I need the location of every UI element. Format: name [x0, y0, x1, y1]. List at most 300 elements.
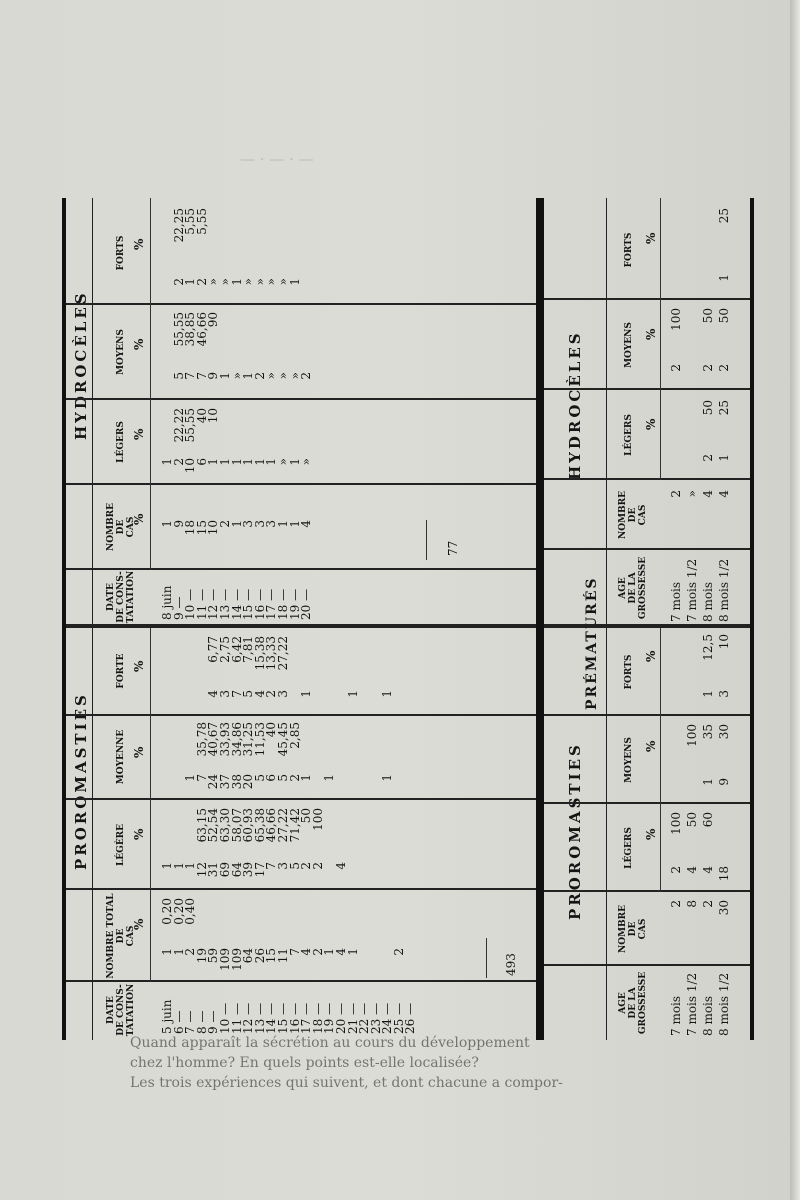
table-cell: 1 [183, 278, 198, 286]
table-cell [382, 722, 394, 772]
table-cell [359, 862, 371, 888]
col-legers-count [668, 866, 732, 890]
table-cell: 1 [241, 372, 256, 380]
vrule [544, 388, 750, 390]
table-cell: 65,38 [252, 808, 267, 843]
table-cell [278, 408, 290, 454]
table-cell: 3 [717, 690, 731, 698]
header-line: DE CONS- [116, 984, 126, 1036]
table-cell: 7 mois 1/2 [685, 972, 699, 1036]
table-cell [162, 690, 174, 714]
table-cell: 64 [241, 948, 256, 964]
table-cell: 3 [241, 520, 256, 528]
header-moyenne: MOYENNE [116, 729, 126, 785]
header-line: DE [116, 519, 126, 535]
table-cell: 6,77 [206, 636, 221, 663]
table-cell: 2 [669, 364, 683, 372]
table-cell: 9 — [206, 1010, 221, 1034]
col-moyenne-count [162, 774, 417, 798]
table-cell [174, 690, 186, 714]
table-cell [371, 862, 383, 888]
table-cell [359, 636, 371, 686]
table-cell [684, 364, 700, 388]
table-cell [668, 274, 684, 298]
bleed-through: — · — · — [240, 150, 314, 168]
table-cell: 2 [252, 372, 267, 380]
table-cell [359, 722, 371, 772]
table-cell: 1 [217, 458, 232, 466]
band-line [606, 198, 607, 1040]
col-moyenne-pct [162, 722, 417, 772]
table-cell: 24 — [380, 1002, 395, 1034]
table-cell [232, 898, 244, 942]
table-cell [243, 898, 255, 942]
table-cell [348, 808, 360, 858]
table-cell: 64 [229, 862, 244, 878]
table-cell: 37 [217, 774, 232, 790]
header-moyens-h: MOYENS [624, 322, 634, 368]
table-cell: 8 mois [701, 995, 715, 1036]
table-cell [336, 774, 348, 798]
table-cell: 46,66 [194, 312, 209, 347]
table-cell [405, 808, 417, 858]
table-cell [220, 408, 232, 454]
table-cell [336, 808, 348, 858]
table-cell: 11,53 [252, 722, 267, 757]
table-cell: 15,38 [252, 636, 267, 671]
col-hydro-moyens-pct [162, 312, 313, 368]
table-cell [301, 898, 313, 942]
table-cell [394, 636, 406, 686]
table-cell: 1 [160, 862, 174, 870]
table-cell: 8 — [194, 1010, 209, 1034]
table-cell: 6,42 [229, 636, 244, 663]
table-cell [324, 690, 336, 714]
table-cell: 90 [206, 312, 221, 328]
table-cell: » [275, 278, 290, 286]
table-cell: 20 — [299, 588, 314, 620]
table-cell: 4 [701, 866, 715, 874]
table-cell: 7 [194, 372, 209, 380]
header-moyens: MOYENS [624, 737, 634, 783]
table-cell [266, 898, 278, 942]
table-cell [700, 208, 716, 264]
table-cell: 2,85 [287, 722, 302, 749]
table-cell: 0,20 [171, 898, 186, 925]
table-cell: 25 — [391, 1002, 406, 1034]
table-cell: 1 [701, 690, 715, 698]
table-cell [668, 208, 684, 264]
table-cell: 1 [183, 774, 198, 782]
table-cell [266, 408, 278, 454]
table-cell [371, 948, 383, 978]
header-line: CAS [638, 918, 648, 940]
table-cell [348, 898, 360, 942]
table-cell [185, 636, 197, 686]
table-cell: 58,07 [229, 808, 244, 843]
header-forts: FORTS [624, 654, 634, 690]
table-cell [220, 208, 232, 268]
table-cell: 13 — [252, 1002, 267, 1034]
table-cell: 1 [717, 454, 731, 462]
vrule [544, 624, 750, 628]
table-cell: 35,78 [194, 722, 209, 757]
header-age [618, 968, 648, 1038]
table-cell: 20 [241, 774, 256, 790]
table-cell: 2 [701, 454, 715, 462]
col-hydro-moyens-count [162, 372, 313, 396]
table-cell: 1 [171, 862, 186, 870]
table-cell: 69 [217, 862, 232, 878]
table-cell: 27,22 [275, 636, 290, 671]
table-cell: 2 [669, 900, 683, 908]
table-cell [255, 312, 267, 368]
table-cell: 25 [717, 400, 731, 416]
table-cell [348, 862, 360, 888]
table-cell: 1 [322, 774, 337, 782]
table-cell [174, 722, 186, 772]
table-cell: 1 [229, 278, 244, 286]
header-line: NOMBRE [618, 905, 628, 953]
table-cell: 6 [194, 458, 209, 466]
col-total-pct [162, 898, 417, 942]
table-cell [405, 774, 417, 798]
hline [660, 628, 661, 892]
header-line: AGE [618, 577, 628, 599]
pct-label: % [132, 828, 146, 840]
table-cell [359, 774, 371, 798]
table-cell [232, 408, 244, 454]
col-date [162, 982, 417, 1034]
vrule [544, 714, 750, 716]
table-cell [359, 808, 371, 858]
table-cell: 2 [194, 278, 209, 286]
table-cell [394, 898, 406, 942]
table-cell: 63,15 [194, 808, 209, 843]
vrule [544, 478, 750, 480]
header-line: DE LA [628, 572, 638, 604]
table-cell: 19 [194, 948, 209, 964]
table-cell: 2 [701, 364, 715, 372]
table-cell [232, 312, 244, 368]
table-cell [668, 690, 684, 714]
table-cell: 6 [264, 774, 279, 782]
table-cell [382, 636, 394, 686]
table-cell [668, 724, 684, 768]
hline [150, 628, 151, 982]
table-cell: 2 [310, 948, 325, 956]
pct-label: % [644, 328, 658, 340]
table-cell [220, 898, 232, 942]
col-nombre [668, 900, 732, 930]
header-legers: LÉGERS [624, 827, 634, 869]
page-bottom-text [130, 1035, 690, 1095]
pct-label: % [644, 232, 658, 244]
table-cell: 6 — [171, 1010, 186, 1034]
table-cell: 100 [669, 812, 683, 835]
table-cell [684, 778, 700, 802]
table-cell: 59 [206, 948, 221, 964]
table-cell: 8 [685, 900, 699, 908]
header-nombre-cas-h [618, 482, 648, 548]
table-cell: 5 [252, 774, 267, 782]
header-line: DATE [106, 996, 116, 1024]
table-cell: 35 [701, 724, 715, 740]
table-cell: 3 [275, 862, 290, 870]
header-total [106, 892, 136, 980]
table-cell: 4 [333, 948, 348, 956]
table-cell [243, 312, 255, 368]
table-cell: 2 [299, 372, 314, 380]
table-cell: 50 [299, 808, 314, 824]
table-cell: 2 [171, 278, 186, 286]
table-cell [405, 862, 417, 888]
header-nombre-hydro [106, 486, 136, 568]
table-cell [313, 690, 325, 714]
table-cell [290, 312, 302, 368]
header-line: DATE [106, 583, 116, 611]
table-cell: 19 — [322, 1002, 337, 1034]
table-cell [405, 690, 417, 714]
col-forts-pct [668, 634, 732, 682]
col-hydro-forts-pct [162, 208, 313, 268]
header-moyens: MOYENS [116, 329, 126, 375]
table-cell [220, 312, 232, 368]
header-line: DE [628, 921, 638, 937]
col-moyens-count-h [668, 364, 732, 388]
bottom-title-hydrocele: HYDROCÈLES [566, 330, 584, 480]
table-cell [324, 808, 336, 858]
col-legers-count-h [668, 454, 732, 478]
table-cell: 7,81 [241, 636, 256, 663]
table-cell: 5 juin [160, 999, 174, 1034]
col-legers-pct [668, 812, 732, 856]
table-cell: » [206, 278, 221, 286]
table-cell: 10 [717, 634, 731, 650]
table-cell: 1 [160, 458, 174, 466]
table-cell: » [217, 278, 232, 286]
total-promastia: 493 [504, 953, 518, 976]
table-cell: 38,85 [183, 312, 198, 347]
table-cell [359, 948, 371, 978]
table-cell: 7 mois [669, 581, 683, 622]
table-cell: 4 [685, 866, 699, 874]
table-cell: 5 [171, 372, 186, 380]
table-cell [301, 278, 313, 302]
table-cell [162, 808, 174, 858]
table-cell [290, 898, 302, 942]
table-cell: 1 [275, 520, 290, 528]
vrule [544, 298, 750, 300]
table-cell: 11 [275, 948, 290, 964]
table-cell [684, 208, 700, 264]
table-cell: 7 [264, 862, 279, 870]
header-legers-h: LÉGERS [624, 414, 634, 456]
col-forts-pct-h [668, 208, 732, 264]
header-nombre-cas [618, 894, 648, 964]
table-cell: 23 — [368, 1002, 383, 1034]
hline [150, 198, 151, 570]
table-cell: 15 — [241, 588, 256, 620]
table-cell: 2 [669, 490, 683, 498]
table-cell: 50 [685, 812, 699, 828]
col-moyens-pct [668, 724, 732, 768]
header-line: TATATION [126, 570, 136, 624]
table-cell: 7 [194, 774, 209, 782]
table-cell: 4 [299, 948, 314, 956]
table-cell: 10 [206, 520, 221, 536]
header-line: CAS [126, 516, 136, 538]
table-cell: 18 [183, 520, 198, 536]
table-cell: » [264, 372, 279, 380]
table-cell: 8 juin [160, 585, 174, 620]
table-cell: 15 — [275, 1002, 290, 1034]
table-cell [336, 636, 348, 686]
table-cell: » [264, 278, 279, 286]
table-cell: 0,40 [183, 898, 198, 925]
table-cell: 1 [299, 774, 314, 782]
table-cell: 2,75 [217, 636, 232, 663]
header-line: NOMBRE [618, 491, 628, 539]
table-cell: 3 [275, 690, 290, 698]
col-age-h [668, 552, 732, 622]
table-cell: » [252, 278, 267, 286]
table-cell: 1 [183, 862, 198, 870]
table-cell: 25 [717, 208, 731, 224]
table-cell: 11 — [194, 588, 209, 620]
table-cell: 1 [345, 690, 360, 698]
table-cell: 10 — [217, 1002, 232, 1034]
table-cell: 5,55 [183, 208, 198, 235]
table-cell: 1 [217, 372, 232, 380]
table-cell: 52,54 [206, 808, 221, 843]
table-cell [700, 274, 716, 298]
header-line: AGE [618, 992, 628, 1014]
pct-label: % [132, 746, 146, 758]
table-cell: 12,5 [701, 634, 715, 661]
table-cell [359, 898, 371, 942]
table-cell: 10 — [183, 588, 198, 620]
table-cell [255, 408, 267, 454]
table-cell [336, 898, 348, 942]
table-cell: 2 [299, 862, 314, 870]
col-forts-count [668, 690, 732, 714]
hline [486, 938, 487, 978]
table-section-main [62, 198, 540, 1040]
table-cell: 12 [194, 862, 209, 878]
table-cell: » [275, 372, 290, 380]
pct-label: % [644, 418, 658, 430]
table-cell [371, 898, 383, 942]
col-forts-count-h [668, 274, 732, 298]
table-cell [394, 862, 406, 888]
col-hydro-legers-pct [162, 408, 313, 454]
table-cell [684, 454, 700, 478]
table-cell: 50 [701, 308, 715, 324]
table-cell: 40 [264, 722, 279, 738]
table-cell [255, 208, 267, 268]
table-cell: 27,22 [275, 808, 290, 843]
vrule [66, 398, 536, 400]
header-line: DE [628, 507, 638, 523]
table-cell [382, 898, 394, 942]
table-cell: 12 — [241, 1002, 256, 1034]
table-cell: 22,22 [171, 408, 186, 443]
pct-label: % [132, 513, 146, 525]
table-cell [405, 948, 417, 978]
vrule [544, 890, 750, 892]
col-total-count [162, 948, 417, 978]
col-hydro-legers-count [162, 458, 313, 482]
table-cell [382, 862, 394, 888]
table-cell: 11 — [229, 1002, 244, 1034]
col-nombre-h [668, 490, 732, 520]
body-line-2: chez l'homme? En quels points est-elle localisée? [130, 1055, 479, 1071]
table-cell: 13 — [217, 588, 232, 620]
table-cell: 9 [171, 520, 186, 528]
col-moyens-count [668, 778, 732, 802]
table-cell: 1 [380, 774, 395, 782]
table-cell: 1 [206, 458, 221, 466]
header-line: GROSSESSE [638, 971, 648, 1035]
col-forte-count [162, 690, 417, 714]
table-cell: 45,45 [275, 722, 290, 757]
table-cell: 1 [160, 520, 174, 528]
header-line: TATATION [126, 983, 136, 1037]
table-cell [394, 808, 406, 858]
table-cell: 9 [206, 372, 221, 380]
table-cell: 40 [194, 408, 209, 424]
total-hydrocele: 77 [446, 540, 460, 556]
table-cell: 1 [701, 778, 715, 786]
table-cell: » [275, 458, 290, 466]
table-cell [243, 408, 255, 454]
table-cell [278, 312, 290, 368]
table-cell [336, 722, 348, 772]
table-cell: 1 [322, 948, 337, 956]
table-cell: 109 [229, 948, 244, 971]
table-cell: 10 [206, 408, 221, 424]
col-forte-pct [162, 636, 417, 686]
table-cell: 14 — [264, 1002, 279, 1034]
header-date-hydro [106, 570, 136, 624]
table-cell: 31,25 [241, 722, 256, 757]
table-cell [405, 722, 417, 772]
table-cell: 100 [310, 808, 325, 831]
table-cell: 4 [299, 520, 314, 528]
table-cell: 1 [717, 274, 731, 282]
table-cell [371, 808, 383, 858]
table-cell: 20 — [333, 1002, 348, 1034]
body-line-1: Quand apparaît la sécrétion au cours du développement [130, 1035, 530, 1051]
table-cell: 24 [206, 774, 221, 790]
rotated-table [62, 198, 754, 1040]
table-cell [359, 690, 371, 714]
table-cell: 15 [194, 520, 209, 536]
table-cell: 7 [287, 948, 302, 956]
table-cell: 38 [229, 774, 244, 790]
table-cell: 1 [299, 690, 314, 698]
table-cell: 60,93 [241, 808, 256, 843]
table-cell: 3 [252, 520, 267, 528]
table-cell [348, 722, 360, 772]
table-cell [313, 898, 325, 942]
vrule [66, 888, 536, 890]
table-cell: 1 [171, 948, 186, 956]
table-cell [266, 312, 278, 368]
table-cell: 17 [252, 862, 267, 878]
header-forts-h: FORTS [624, 232, 634, 268]
